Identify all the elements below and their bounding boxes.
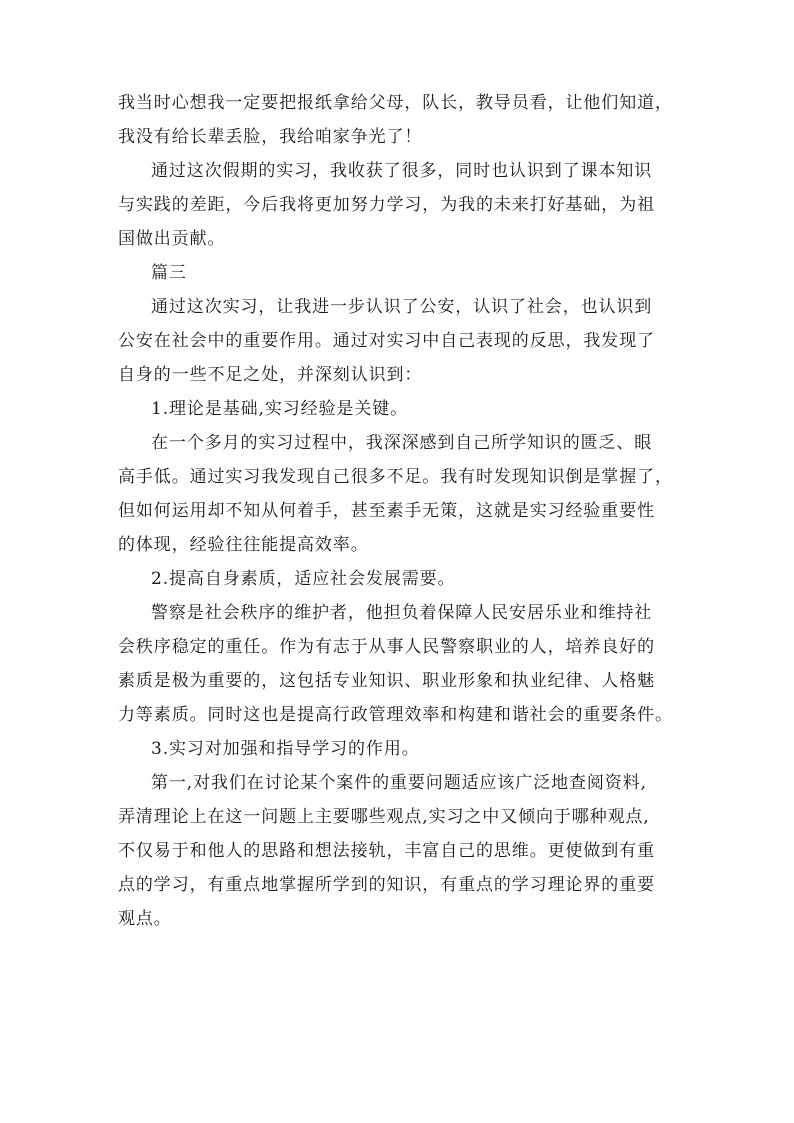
text-line: 力等素质。同时这也是提高行政管理效率和构建和谐社会的重要条件。 [118, 705, 673, 725]
text-line: 我没有给长辈丢脸，我给咱家争光了！ [118, 127, 423, 147]
text-line: 点的学习，有重点地掌握所学到的知识，有重点的学习理论界的重要 [118, 875, 655, 895]
section-heading: 篇三 [151, 263, 187, 283]
text-line: 的体现，经验往往能提高效率。 [118, 535, 369, 555]
text-line: 自身的一些不足之处，并深刻认识到： [118, 365, 423, 385]
text-line: 会秩序稳定的重任。作为有志于从事人民警察职业的人，培养良好的 [118, 637, 655, 657]
text-line: 我当时心想我一定要把报纸拿给父母，队长，教导员看，让他们知道， [118, 93, 673, 113]
text-line: 但如何运用却不知从何着手，甚至素手无策，这就是实习经验重要性 [118, 501, 655, 521]
text-line: 观点。 [118, 909, 172, 929]
text-line: 素质是极为重要的，这包括专业知识、职业形象和执业纪律、人格魅 [118, 671, 655, 691]
paragraph-start-line: 通过这次实习，让我进一步认识了公安，认识了社会，也认识到 [151, 297, 653, 317]
paragraph-start-line: 第一,对我们在讨论某个案件的重要问题适应该广泛地查阅资料, [151, 773, 647, 793]
document-page [118, 86, 678, 936]
text-line: 公安在社会中的重要作用。通过对实习中自己表现的反思，我发现了 [118, 331, 655, 351]
numbered-point-1: 1.理论是基础,实习经验是关键。 [151, 399, 409, 419]
text-line: 高手低。通过实习我发现自己很多不足。我有时发现知识倒是掌握了， [118, 467, 673, 487]
paragraph-start-line: 通过这次假期的实习，我收获了很多，同时也认识到了课本知识 [151, 161, 653, 181]
paragraph-start-line: 在一个多月的实习过程中，我深深感到自己所学知识的匮乏、眼 [151, 433, 653, 453]
text-line: 不仅易于和他人的思路和想法接轨，丰富自己的思维。更使做到有重 [118, 841, 655, 861]
numbered-point-3: 3.实习对加强和指导学习的作用。 [151, 739, 420, 759]
text-line: 弄清理论上在这一问题上主要哪些观点,实习之中又倾向于哪种观点, [118, 807, 650, 827]
text-line: 国做出贡献。 [118, 229, 226, 249]
paragraph-start-line: 警察是社会秩序的维护者，他担负着保障人民安居乐业和维持社 [151, 603, 653, 623]
text-line: 与实践的差距，今后我将更加努力学习，为我的未来打好基础，为祖 [118, 195, 655, 215]
numbered-point-2: 2.提高自身素质，适应社会发展需要。 [151, 569, 456, 589]
